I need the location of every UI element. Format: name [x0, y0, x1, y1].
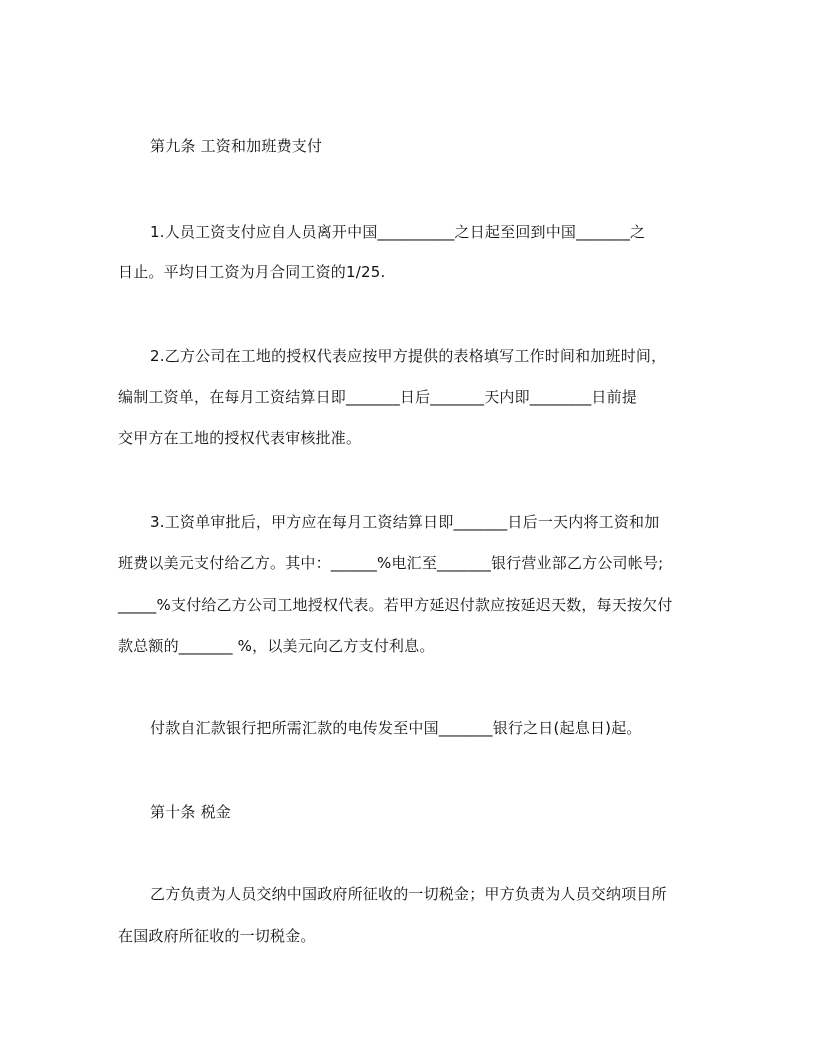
paragraph-3-line-2: 班费以美元支付给乙方。其中：______%电汇至_______银行营业部乙方公司帐号;: [118, 554, 664, 572]
paragraph-1-line-2: 日止。平均日工资为月合同工资的1/25.: [118, 263, 386, 281]
paragraph-3-line-4: 款总额的_______ %，以美元向乙方支付利息。: [118, 637, 435, 655]
article-10-paragraph-line-1: 乙方负责为人员交纳中国政府所征收的一切税金；甲方负责为人员交纳项目所: [150, 885, 667, 903]
paragraph-2-line-1: 2.乙方公司在工地的授权代表应按甲方提供的表格填写工作时间和加班时间，: [150, 347, 667, 365]
article-10-paragraph-line-2: 在国政府所征收的一切税金。: [118, 927, 316, 945]
paragraph-2-line-3: 交甲方在工地的授权代表审核批准。: [118, 429, 362, 447]
paragraph-2-line-2: 编制工资单，在每月工资结算日即_______日后_______天内即________日前提: [118, 388, 638, 406]
paragraph-3-line-1: 3.工资单审批后，甲方应在每月工资结算日即_______日后一天内将工资和加: [150, 513, 660, 531]
paragraph-1-line-1: 1.人员工资支付应自人员离开中国__________之日起至回到中国_______之: [150, 223, 646, 241]
paragraph-3-line-3: _____%支付给乙方公司工地授权代表。若甲方延迟付款应按延迟天数，每天按欠付: [118, 596, 673, 614]
paragraph-4: 付款自汇款银行把所需汇款的电传发至中国_______银行之日(起息日)起。: [150, 719, 642, 737]
article-10-heading: 第十条 税金: [150, 803, 231, 821]
article-9-heading: 第九条 工资和加班费支付: [150, 137, 323, 155]
